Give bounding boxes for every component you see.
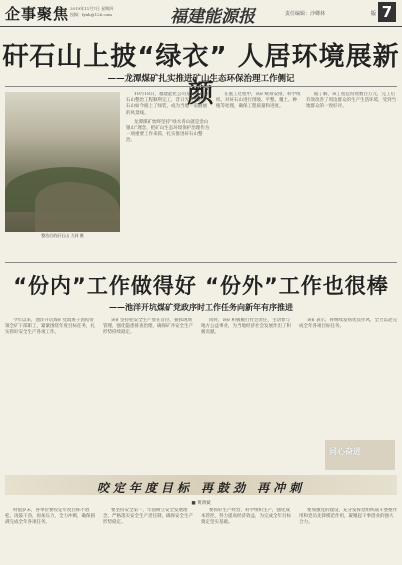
- article1-column: [126, 92, 211, 257]
- paragraph: 龙潭煤矿始终坚持“绿水青山就是金山银山”理念，把矿山生态环境保护治理作为一项重要工作来抓，扎实推进矸石山整治。: [126, 119, 210, 144]
- paragraph: 要坚持安全第一，牢固树立安全发展理念，严格落实安全生产责任制，确保安全生产形势稳定。: [103, 508, 193, 526]
- paragraph: 10月18日，福建能化公司龙潭煤矿矸石山整治工程顺利完工，昔日光秃秃的矸石山如今披上了绿装，成为当地一道靓丽的风景线。: [126, 92, 209, 116]
- article3-byline: ■ 黄鸿斌: [191, 501, 211, 506]
- stamp-text: 同心奋进: [329, 446, 361, 456]
- paragraph: 在施工过程中，该矿统筹安排，科学组织，对矸石山进行削坡、平整、覆土、种植等处理，确保工程质量和进度。: [216, 92, 301, 110]
- paragraph: 今年以来，池洋开坑煤矿党政班子团结带领全矿干部职工，紧紧围绕年度目标任务，扎实抓好安全生产各项工作。: [5, 318, 95, 336]
- paragraph: 同时，该矿积极履行社会责任，主动参与地方公益事业，为当地经济社会发展作出了积极贡献。: [201, 318, 291, 336]
- paragraph: 要加强党的建设，充分发挥党组织战斗堡垒作用和党员先锋模范作用，凝聚起干事创业的强大合力。: [299, 508, 397, 526]
- article1-column: [216, 92, 301, 257]
- article1-photo: [5, 92, 120, 232]
- article2-headline: “份内”工作做得好 “份外”工作也很棒: [13, 274, 389, 298]
- article2-column: [5, 318, 97, 468]
- article1-column: [306, 92, 397, 257]
- article2-subheadline: ——池洋开坑煤矿党政序时工作任务向新年有序推进: [109, 302, 293, 312]
- article3-headline: 咬定年度目标 再鼓劲 再冲刺: [96, 481, 306, 495]
- issue-date: 2019年11月7日 星期四: [70, 6, 114, 11]
- article3-column: [5, 508, 97, 562]
- paragraph: 时值岁末，各单位要咬定年度目标不放松，再鼓干劲，再加压力，全力冲刺，确保圆满完成全年各项任务。: [5, 508, 95, 526]
- masthead: [0, 0, 402, 27]
- issue-meta: [70, 6, 113, 18]
- article3-column: [201, 508, 293, 562]
- contact-email: 投稿：fyxh@126.com: [70, 12, 112, 17]
- photo-caption: 整治后的矸石山 大同 摄: [41, 233, 84, 238]
- article1-headline: 矸石山上披“绿衣” 人居环境展新颜: [2, 42, 400, 109]
- article3-column: [103, 508, 195, 562]
- paragraph: 该矿坚持把安全生产放在首位，狠抓现场管理，强化隐患排查治理，确保矿井安全生产形势持续稳定。: [103, 318, 193, 336]
- divider: [5, 262, 397, 263]
- article3-column: [299, 508, 397, 562]
- article2-column: [201, 318, 293, 468]
- page-unit: 版: [370, 11, 376, 17]
- paragraph: 该矿表示，将继续发扬优良作风，全力以赴完成全年各项目标任务。: [299, 318, 397, 330]
- paper-name: 福建能源报: [170, 7, 255, 27]
- article2-column: [103, 318, 195, 468]
- article2-stamp-image: [325, 440, 395, 470]
- edition-editor: 责任编辑：沙卿林: [285, 11, 326, 17]
- paragraph: 要抓好生产经营，科学组织生产，强化成本管控，努力提高经济效益，为完成全年目标奠定坚实基础。: [201, 508, 291, 526]
- article1-subheadline: ——龙潭煤矿扎实推进矿山生态环保治理工作侧记: [107, 74, 295, 84]
- article2-column: [299, 318, 397, 436]
- divider: [5, 86, 397, 87]
- paragraph: 据了解，该工程总投资数百万元，完工后有效改善了周边群众的生产生活环境，受到当地群众的一致好评。: [306, 92, 396, 110]
- page-number: 7: [378, 2, 396, 22]
- section-title: 企事聚焦: [5, 5, 70, 23]
